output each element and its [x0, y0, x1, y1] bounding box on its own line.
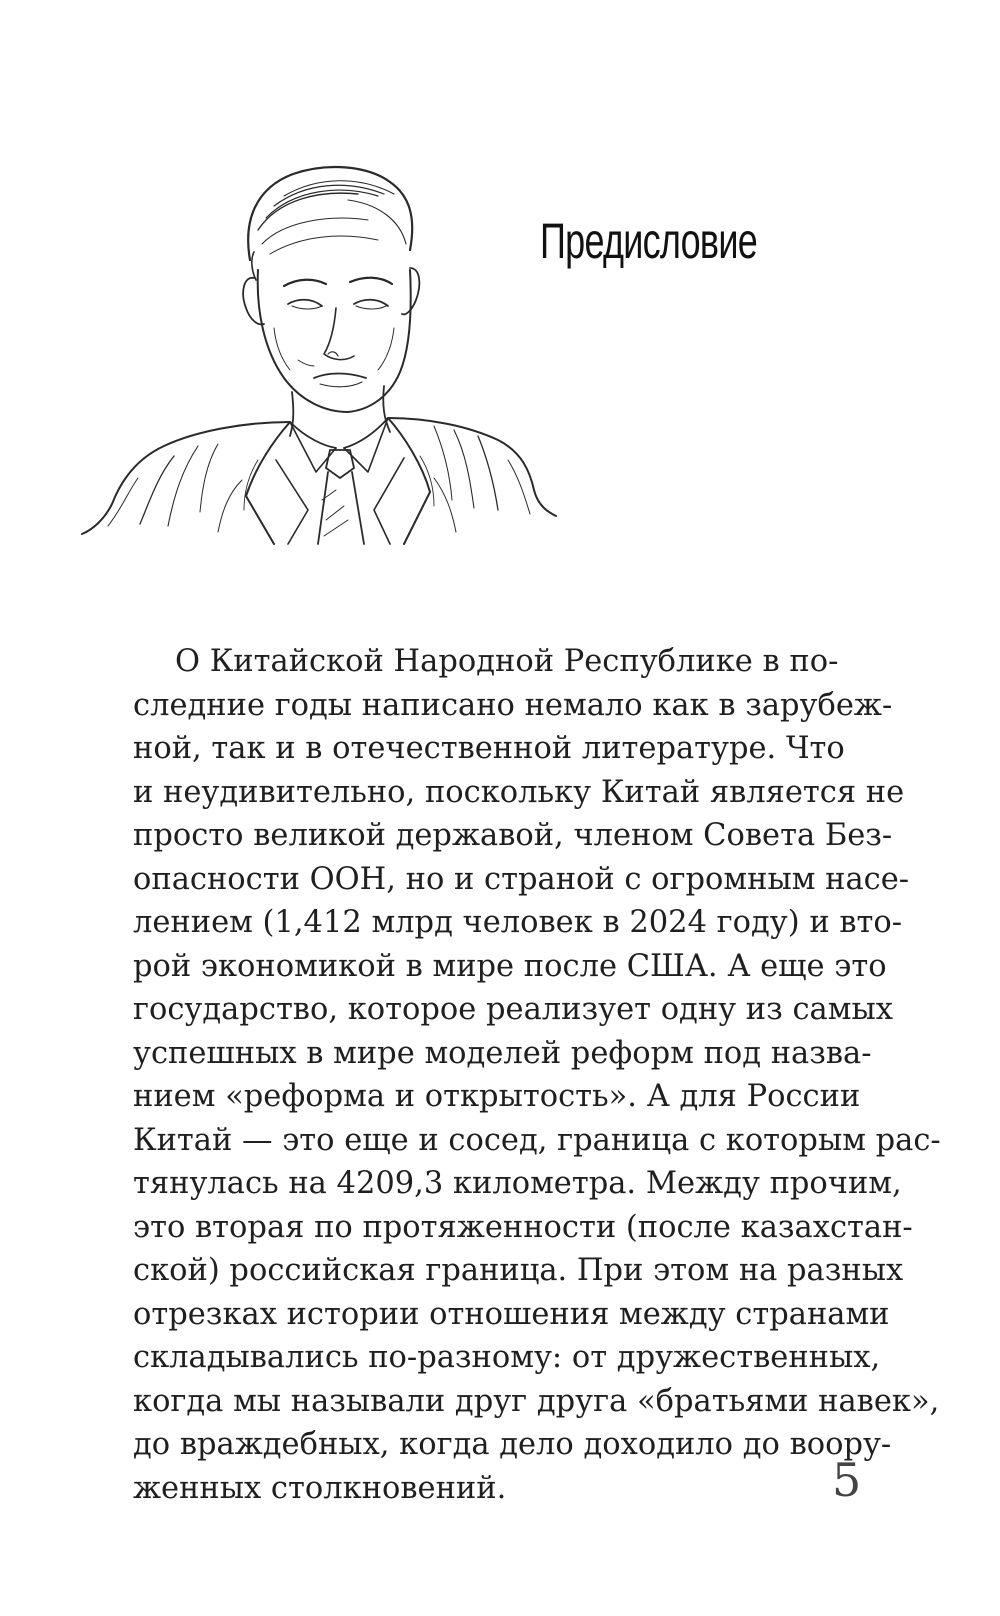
text-line: до враждебных, когда дело доходило до вооpу-: [133, 1427, 892, 1462]
text-line: лением (1,412 млрд человек в 2024 году) и вто-: [133, 905, 903, 940]
text-line: отрезках истории отношения между странами: [133, 1296, 890, 1332]
body-paragraph: [133, 640, 941, 1510]
page-number: 5: [832, 1453, 862, 1507]
text-line: ной, так и в отечественной литературе. Что: [133, 731, 845, 766]
text-line: успешных в мире моделей реформ под назва-: [133, 1035, 872, 1071]
portrait-illustration: [78, 160, 558, 545]
text-line: просто великой державой, членом Совета Без-: [133, 818, 893, 853]
text-line: Китай — это еще и сосед, граница с которым рас-: [133, 1122, 941, 1158]
text-line: государство, которое реализует одну из самых: [133, 992, 893, 1027]
text-line: складывались по-разному: от дружественных,: [133, 1340, 881, 1375]
text-line: нием «реформа и открытость». А для России: [133, 1079, 861, 1114]
chapter-title: Предисловие: [540, 213, 758, 269]
text-line: это вторая по протяженности (после казахстан-: [133, 1209, 913, 1245]
portrait-sketch-icon: [78, 160, 558, 545]
text-line: тянулась на 4209,3 километра. Между прочим,: [133, 1166, 902, 1201]
text-line: ской) российская граница. При этом на разных: [133, 1253, 904, 1288]
text-line: следние годы написано немало как в зарубеж-: [133, 687, 893, 723]
text-line: опасности ООН, но и страной с огромным насе-: [133, 861, 910, 897]
text-line: когда мы называли друг друга «братьями навек»,: [133, 1383, 940, 1419]
text-line: женных столкновений.: [133, 1470, 507, 1506]
text-line: и неудивительно, поскольку Китай является не: [133, 774, 905, 810]
text-line: О Китайской Народной Республике в по-: [175, 644, 839, 679]
text-line: рой экономикой в мире после США. А еще это: [133, 948, 887, 984]
